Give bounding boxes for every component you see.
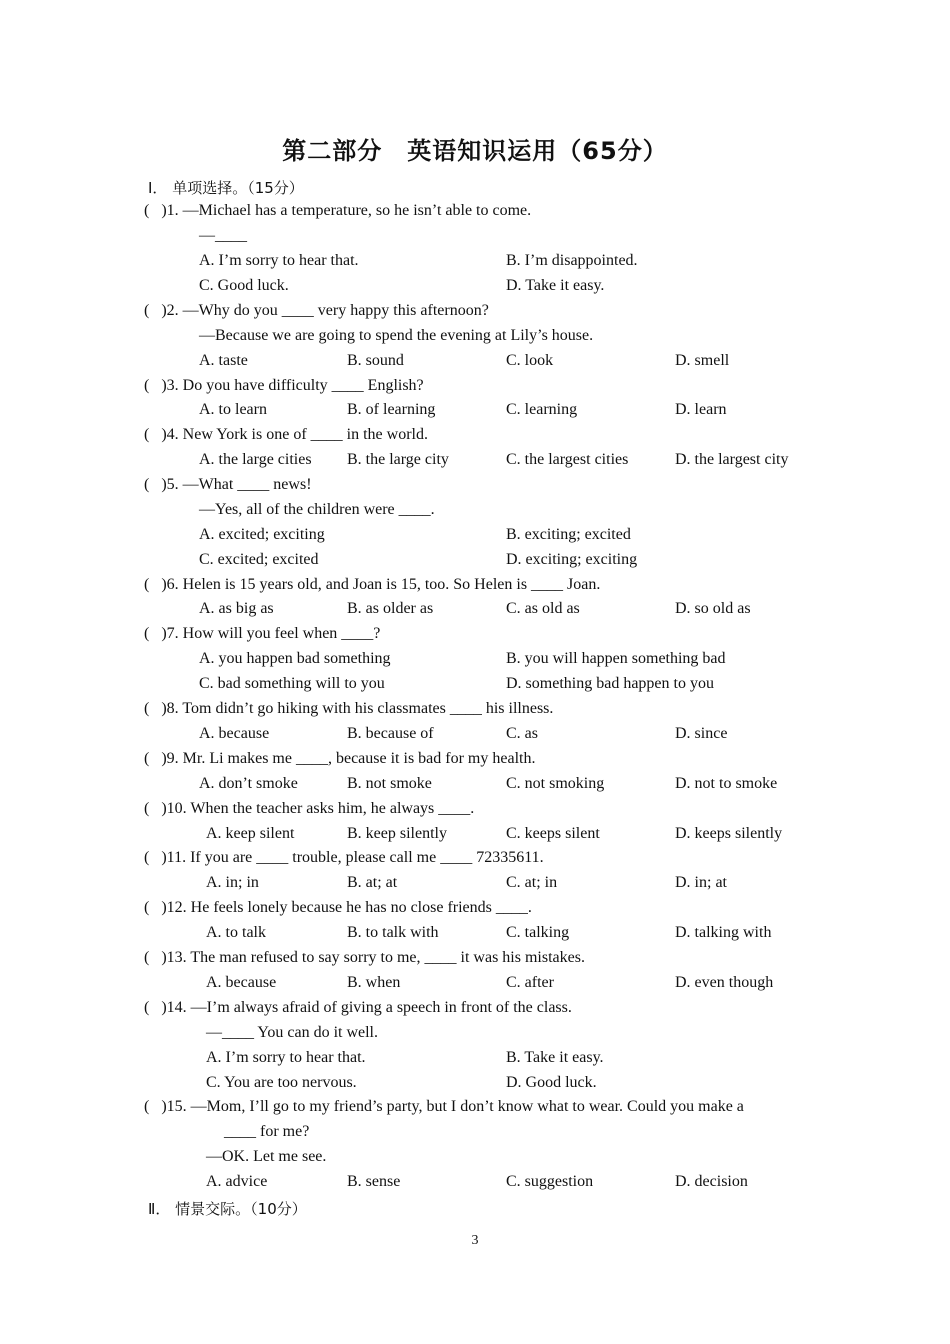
option-c: C. Good luck. [199, 277, 289, 294]
option-d: D. the largest city [675, 451, 789, 468]
option-a: A. I’m sorry to hear that. [206, 1049, 366, 1066]
question-14 [144, 998, 572, 1018]
option-d: D. even though [675, 974, 774, 991]
answer-paren[interactable]: ( ) [144, 476, 167, 493]
question-number: 2. [166, 302, 179, 319]
option-d: D. decision [675, 1173, 748, 1190]
question-number: 3. [166, 377, 179, 394]
answer-paren[interactable]: ( ) [144, 377, 167, 394]
question-text: Do you have difficulty ____ English? [182, 377, 424, 394]
option-b: B. of learning [347, 401, 436, 418]
option-b: B. as older as [347, 600, 434, 617]
option-b: B. I’m disappointed. [506, 252, 638, 269]
question-3 [144, 376, 424, 396]
option-b: B. keep silently [347, 825, 447, 842]
option-c: C. talking [506, 924, 570, 941]
option-a: A. I’m sorry to hear that. [199, 252, 359, 269]
question-text: If you are ____ trouble, please call me ____ 72335611. [190, 849, 544, 866]
question-15 [144, 1097, 744, 1117]
option-d: D. since [675, 725, 728, 742]
option-d: D. Take it easy. [506, 277, 605, 294]
option-a: A. because [206, 974, 277, 991]
question-number: 6. [166, 576, 179, 593]
option-b: B. because of [347, 725, 434, 742]
question-9 [144, 749, 535, 769]
question-7 [144, 624, 380, 644]
option-c: C. learning [506, 401, 578, 418]
option-a: A. don’t smoke [199, 775, 298, 792]
option-b: B. sense [347, 1173, 401, 1190]
answer-paren[interactable]: ( ) [144, 1098, 167, 1115]
question-number: 5. [166, 476, 179, 493]
answer-paren[interactable]: ( ) [144, 849, 167, 866]
option-b: B. Take it easy. [506, 1049, 604, 1066]
option-d: D. exciting; exciting [506, 551, 638, 568]
answer-paren[interactable]: ( ) [144, 999, 167, 1016]
option-b: B. exciting; excited [506, 526, 631, 543]
answer-paren[interactable]: ( ) [144, 625, 167, 642]
question-text: He feels lonely because he has no close friends ____. [190, 899, 532, 916]
option-c: C. You are too nervous. [206, 1074, 357, 1091]
option-c: C. not smoking [506, 775, 605, 792]
option-a: A. you happen bad something [199, 650, 391, 667]
question-number: 11. [166, 849, 187, 866]
question-text: Tom didn’t go hiking with his classmates ____ his illness. [182, 700, 554, 717]
page-number: 3 [471, 1233, 479, 1248]
option-d: D. in; at [675, 874, 727, 891]
option-b: B. you will happen something bad [506, 650, 726, 667]
answer-paren[interactable]: ( ) [144, 949, 167, 966]
question-5 [144, 475, 312, 495]
answer-paren[interactable]: ( ) [144, 750, 167, 767]
option-c: C. the largest cities [506, 451, 629, 468]
option-c: C. after [506, 974, 554, 991]
answer-paren[interactable]: ( ) [144, 700, 167, 717]
option-a: A. in; in [206, 874, 259, 891]
question-10 [144, 799, 474, 819]
question-text: —What ____ news! [182, 476, 312, 493]
option-a: A. because [199, 725, 270, 742]
question-text: —Why do you ____ very happy this afternoon? [182, 302, 489, 319]
question-line: —Yes, all of the children were ____. [199, 501, 435, 518]
question-text: When the teacher asks him, he always ____. [190, 800, 475, 817]
option-d: D. something bad happen to you [506, 675, 714, 692]
option-d: D. so old as [675, 600, 751, 617]
option-a: A. excited; exciting [199, 526, 325, 543]
option-d: D. Good luck. [506, 1074, 597, 1091]
option-d: D. smell [675, 352, 730, 369]
question-number: 9. [166, 750, 179, 767]
option-a: A. as big as [199, 600, 274, 617]
option-c: C. at; in [506, 874, 558, 891]
option-a: A. the large cities [199, 451, 312, 468]
question-number: 12. [166, 899, 187, 916]
option-c: C. bad something will to you [199, 675, 385, 692]
option-d: D. not to smoke [675, 775, 778, 792]
question-4 [144, 425, 428, 445]
answer-paren[interactable]: ( ) [144, 800, 167, 817]
question-text: New York is one of ____ in the world. [182, 426, 428, 443]
question-text: The man refused to say sorry to me, ____ it was his mistakes. [190, 949, 585, 966]
question-12 [144, 898, 532, 918]
option-c: C. as old as [506, 600, 580, 617]
question-1 [144, 201, 531, 221]
question-2 [144, 301, 489, 321]
question-number: 4. [166, 426, 179, 443]
question-11 [144, 848, 544, 868]
question-line: ____ for me? [224, 1123, 310, 1140]
option-a: A. taste [199, 352, 248, 369]
option-d: D. learn [675, 401, 727, 418]
question-line: —OK. Let me see. [206, 1148, 327, 1165]
question-text: How will you feel when ____? [182, 625, 381, 642]
option-c: C. excited; excited [199, 551, 319, 568]
option-c: C. keeps silent [506, 825, 600, 842]
option-c: C. look [506, 352, 554, 369]
question-number: 13. [166, 949, 187, 966]
answer-paren[interactable]: ( ) [144, 302, 167, 319]
option-b: B. when [347, 974, 401, 991]
option-b: B. to talk with [347, 924, 439, 941]
option-a: A. to learn [199, 401, 267, 418]
section-1-heading: Ⅰ． 单项选择。（15分） [148, 179, 304, 197]
answer-paren[interactable]: ( ) [144, 576, 167, 593]
question-number: 14. [166, 999, 187, 1016]
question-13 [144, 948, 585, 968]
option-d: D. talking with [675, 924, 772, 941]
page-title: 第二部分 英语知识运用（65分） [282, 137, 668, 165]
answer-paren[interactable]: ( ) [144, 899, 167, 916]
option-b: B. at; at [347, 874, 398, 891]
question-8 [144, 699, 553, 719]
option-b: B. not smoke [347, 775, 432, 792]
question-text: Helen is 15 years old, and Joan is 15, too. So Helen is ____ Joan. [182, 576, 601, 593]
option-c: C. as [506, 725, 538, 742]
section-2-heading: Ⅱ． 情景交际。（10分） [148, 1200, 307, 1218]
question-number: 10. [166, 800, 187, 817]
answer-paren[interactable]: ( ) [144, 202, 167, 219]
option-a: A. advice [206, 1173, 268, 1190]
question-text: Mr. Li makes me ____, because it is bad for my health. [182, 750, 536, 767]
question-number: 7. [166, 625, 179, 642]
question-number: 15. [166, 1098, 187, 1115]
question-line: —____ [199, 227, 247, 244]
question-text: —Mom, I’ll go to my friend’s party, but I don’t know what to wear. Could you make a [190, 1098, 744, 1115]
option-c: C. suggestion [506, 1173, 594, 1190]
question-number: 1. [166, 202, 179, 219]
question-line: —Because we are going to spend the evening at Lily’s house. [199, 327, 594, 344]
question-6 [144, 575, 600, 595]
question-text: —I’m always afraid of giving a speech in front of the class. [190, 999, 572, 1016]
option-a: A. keep silent [206, 825, 295, 842]
option-b: B. sound [347, 352, 404, 369]
answer-paren[interactable]: ( ) [144, 426, 167, 443]
question-line: —____ You can do it well. [206, 1024, 378, 1041]
question-text: —Michael has a temperature, so he isn’t able to come. [182, 202, 532, 219]
option-d: D. keeps silently [675, 825, 783, 842]
option-a: A. to talk [206, 924, 266, 941]
option-b: B. the large city [347, 451, 449, 468]
question-number: 8. [166, 700, 179, 717]
